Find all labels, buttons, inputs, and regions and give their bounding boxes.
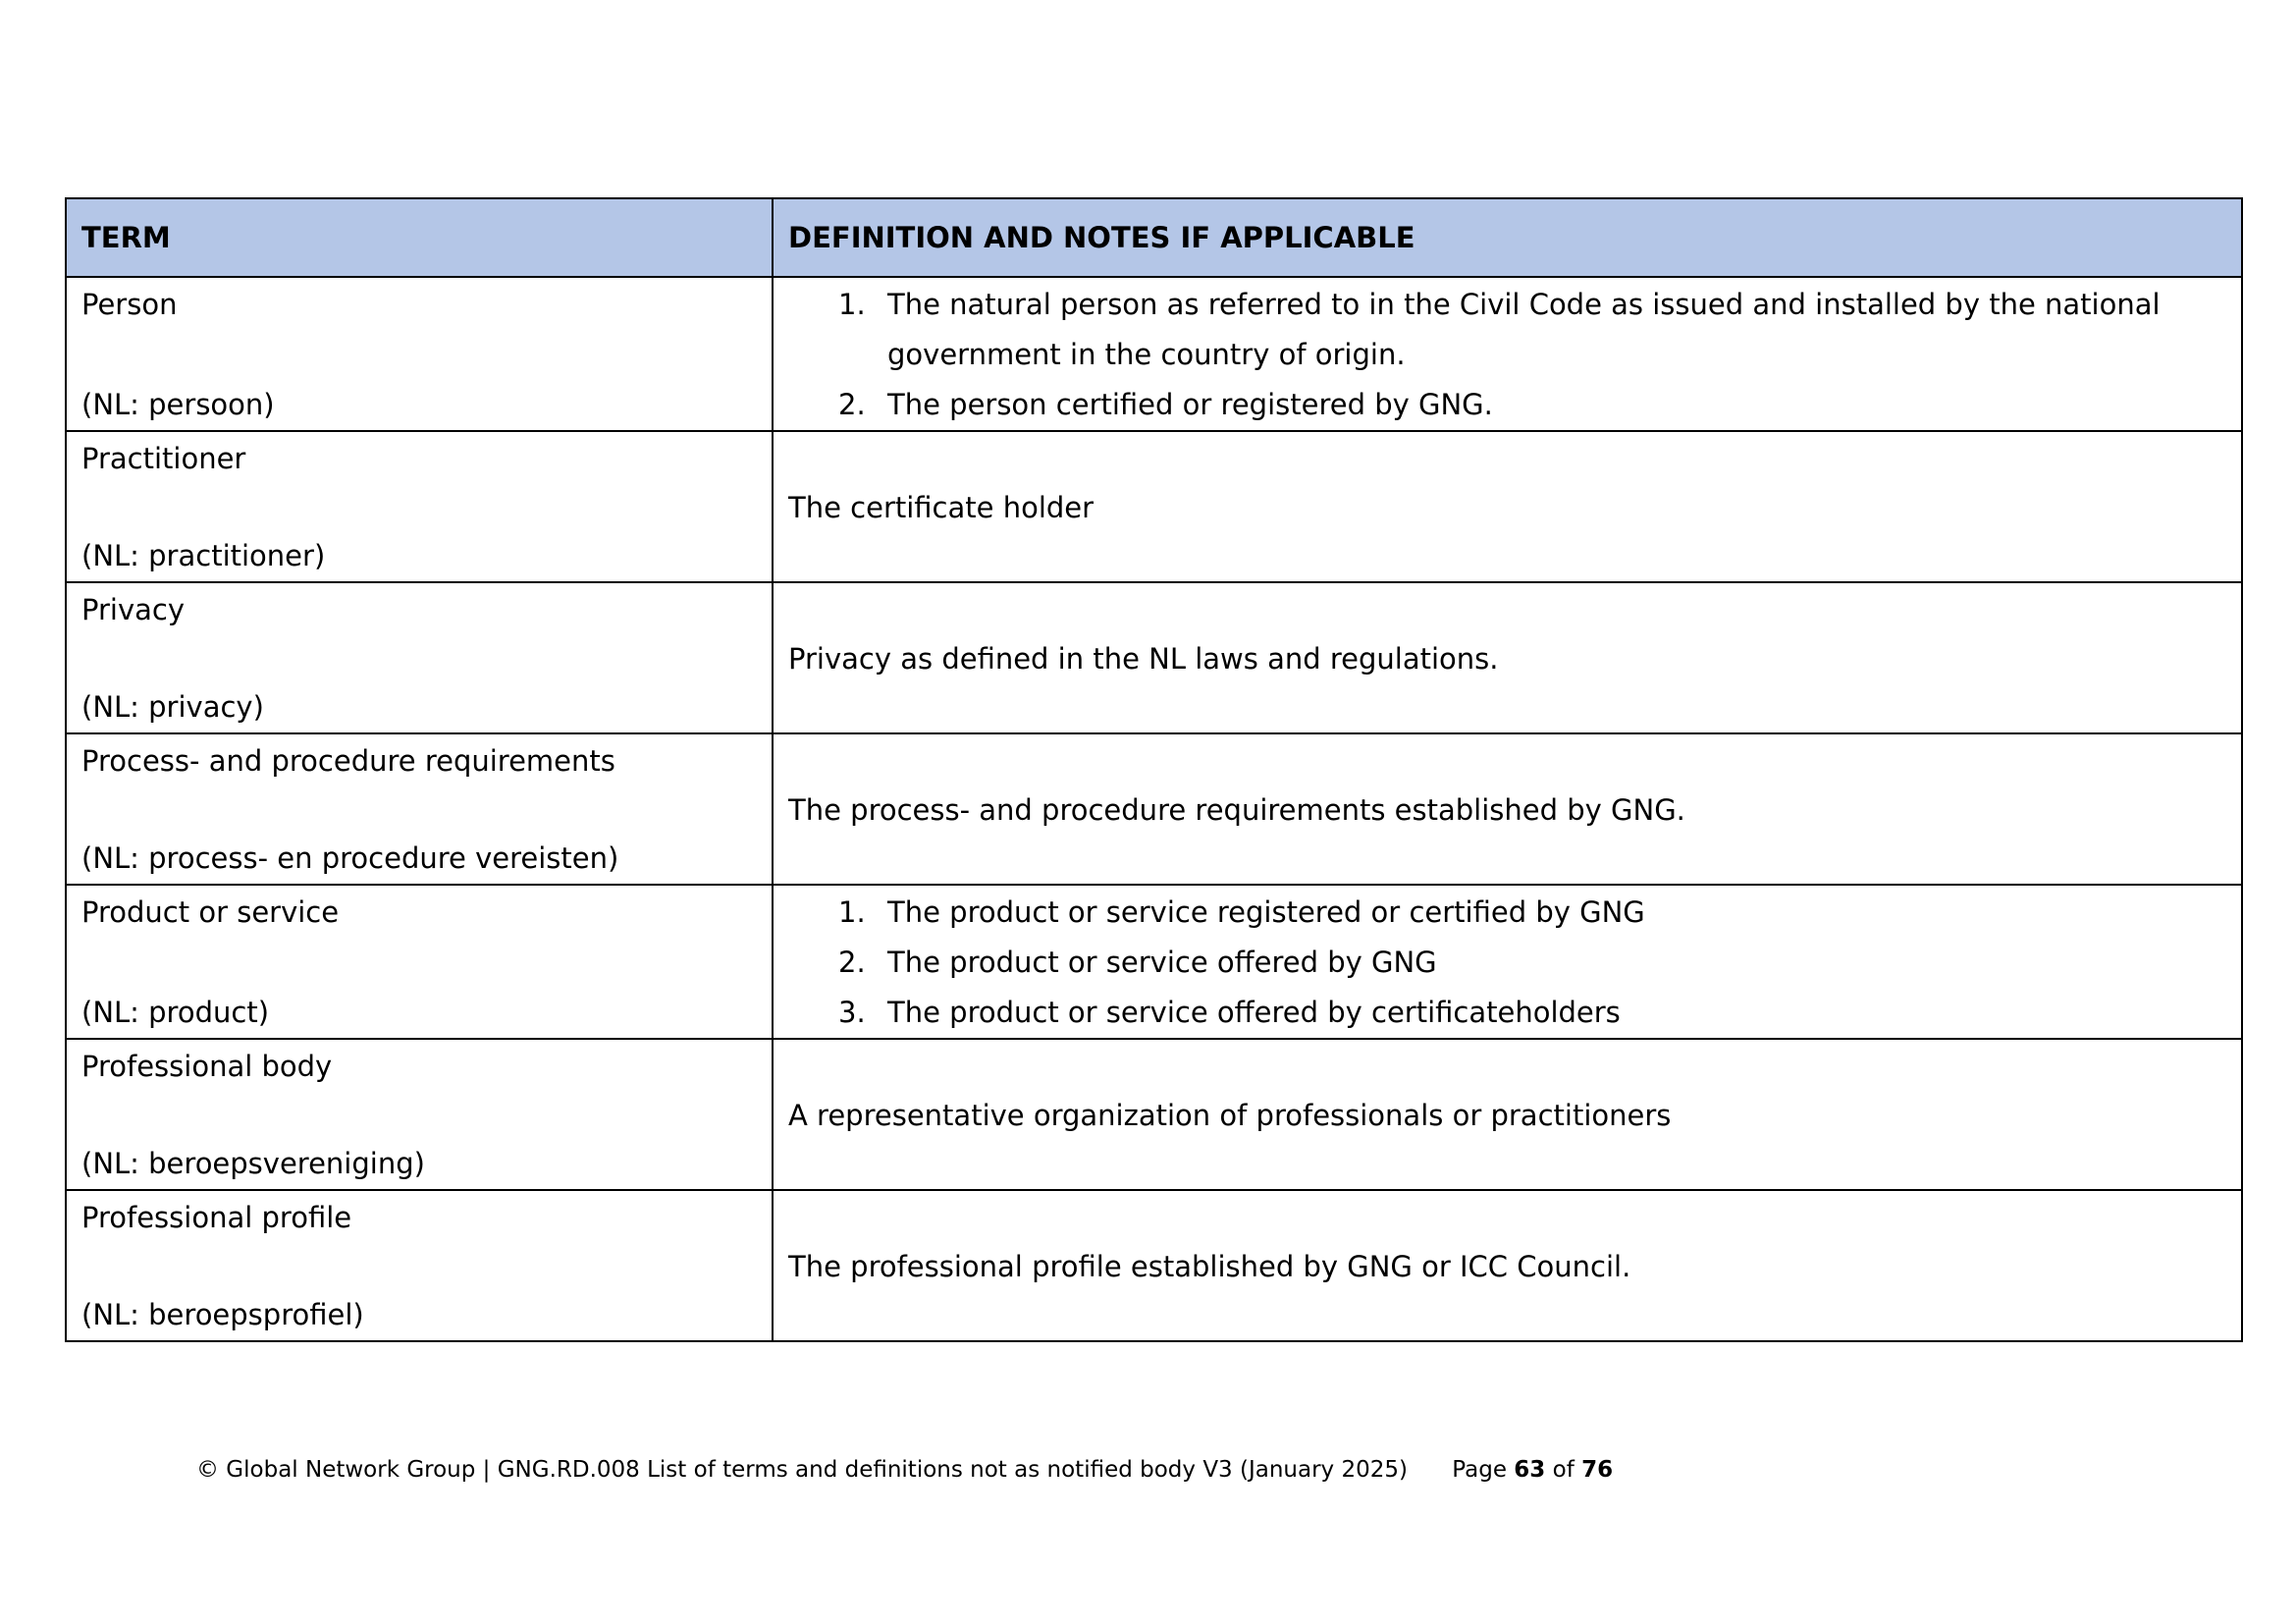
definition-text: The product or service offered by GNG bbox=[887, 946, 1437, 979]
definition-item bbox=[788, 988, 2226, 1038]
definition-text: The process- and procedure requirements established by GNG. bbox=[788, 792, 1685, 827]
table-row bbox=[66, 277, 2242, 431]
header-definition: DEFINITION AND NOTES IF APPLICABLE bbox=[773, 198, 2242, 277]
term-name: Product or service bbox=[81, 895, 340, 929]
definition-cell bbox=[773, 885, 2242, 1039]
term-name: Professional body bbox=[81, 1050, 333, 1083]
definition-item bbox=[788, 888, 2226, 938]
page-label: Page bbox=[1452, 1457, 1507, 1483]
definition-text: The product or service registered or certified by GNG bbox=[887, 895, 1645, 929]
terms-table bbox=[65, 197, 2243, 1342]
definition-list bbox=[788, 888, 2226, 1038]
term-nl-translation: (NL: practitioner) bbox=[81, 539, 326, 572]
term-nl-translation: (NL: beroepsvereniging) bbox=[81, 1147, 425, 1180]
definition-item bbox=[788, 938, 2226, 988]
term-nl-translation: (NL: process- en procedure vereisten) bbox=[81, 841, 619, 875]
term-name: Person bbox=[81, 288, 178, 321]
definition-cell bbox=[773, 277, 2242, 431]
definition-cell bbox=[773, 1039, 2242, 1190]
table-row bbox=[66, 733, 2242, 885]
table-row bbox=[66, 431, 2242, 582]
definition-item bbox=[788, 380, 2226, 430]
list-number: 1. bbox=[838, 288, 866, 321]
term-cell bbox=[66, 1039, 773, 1190]
definition-cell bbox=[773, 1190, 2242, 1341]
list-number: 2. bbox=[838, 388, 866, 421]
list-number: 2. bbox=[838, 946, 866, 979]
term-cell bbox=[66, 582, 773, 733]
definition-cell bbox=[773, 733, 2242, 885]
page-total: 76 bbox=[1581, 1457, 1614, 1483]
definition-cell bbox=[773, 431, 2242, 582]
term-name: Professional profile bbox=[81, 1201, 352, 1234]
definition-text: The person certified or registered by GNG. bbox=[887, 388, 1493, 421]
definition-list bbox=[788, 280, 2226, 430]
definition-text: The product or service offered by certificateholders bbox=[887, 996, 1621, 1029]
term-name: Process- and procedure requirements bbox=[81, 744, 615, 778]
term-name: Practitioner bbox=[81, 442, 246, 475]
term-cell bbox=[66, 277, 773, 431]
definition-text: A representative organization of professionals or practitioners bbox=[788, 1098, 1672, 1132]
table-row bbox=[66, 582, 2242, 733]
definition-item bbox=[788, 280, 2226, 380]
definition-text: The natural person as referred to in the Civil Code as issued and installed by the national government in the country of origin. bbox=[887, 288, 2161, 371]
footer-copyright: © Global Network Group | GNG.RD.008 List of terms and definitions not as notified body V3 (January 2025) bbox=[196, 1457, 1408, 1483]
page-footer bbox=[196, 1457, 1613, 1483]
definition-cell bbox=[773, 582, 2242, 733]
definition-text: The professional profile established by GNG or ICC Council. bbox=[788, 1249, 1631, 1283]
definition-text: Privacy as defined in the NL laws and regulations. bbox=[788, 641, 1499, 676]
term-nl-translation: (NL: beroepsprofiel) bbox=[81, 1298, 364, 1331]
table-row bbox=[66, 1190, 2242, 1341]
list-number: 3. bbox=[838, 996, 866, 1029]
term-name: Privacy bbox=[81, 593, 185, 626]
term-cell bbox=[66, 1190, 773, 1341]
page-of-label: of bbox=[1552, 1457, 1575, 1483]
term-cell bbox=[66, 885, 773, 1039]
page-number bbox=[1452, 1457, 1613, 1483]
table-header-row bbox=[66, 198, 2242, 277]
table-row bbox=[66, 885, 2242, 1039]
term-nl-translation: (NL: privacy) bbox=[81, 690, 264, 724]
term-cell bbox=[66, 733, 773, 885]
page-current: 63 bbox=[1514, 1457, 1546, 1483]
term-nl-translation: (NL: product) bbox=[81, 996, 270, 1029]
header-term: TERM bbox=[66, 198, 773, 277]
term-cell bbox=[66, 431, 773, 582]
table-row bbox=[66, 1039, 2242, 1190]
term-nl-translation: (NL: persoon) bbox=[81, 388, 275, 421]
list-number: 1. bbox=[838, 895, 866, 929]
definition-text: The certificate holder bbox=[788, 490, 1095, 524]
